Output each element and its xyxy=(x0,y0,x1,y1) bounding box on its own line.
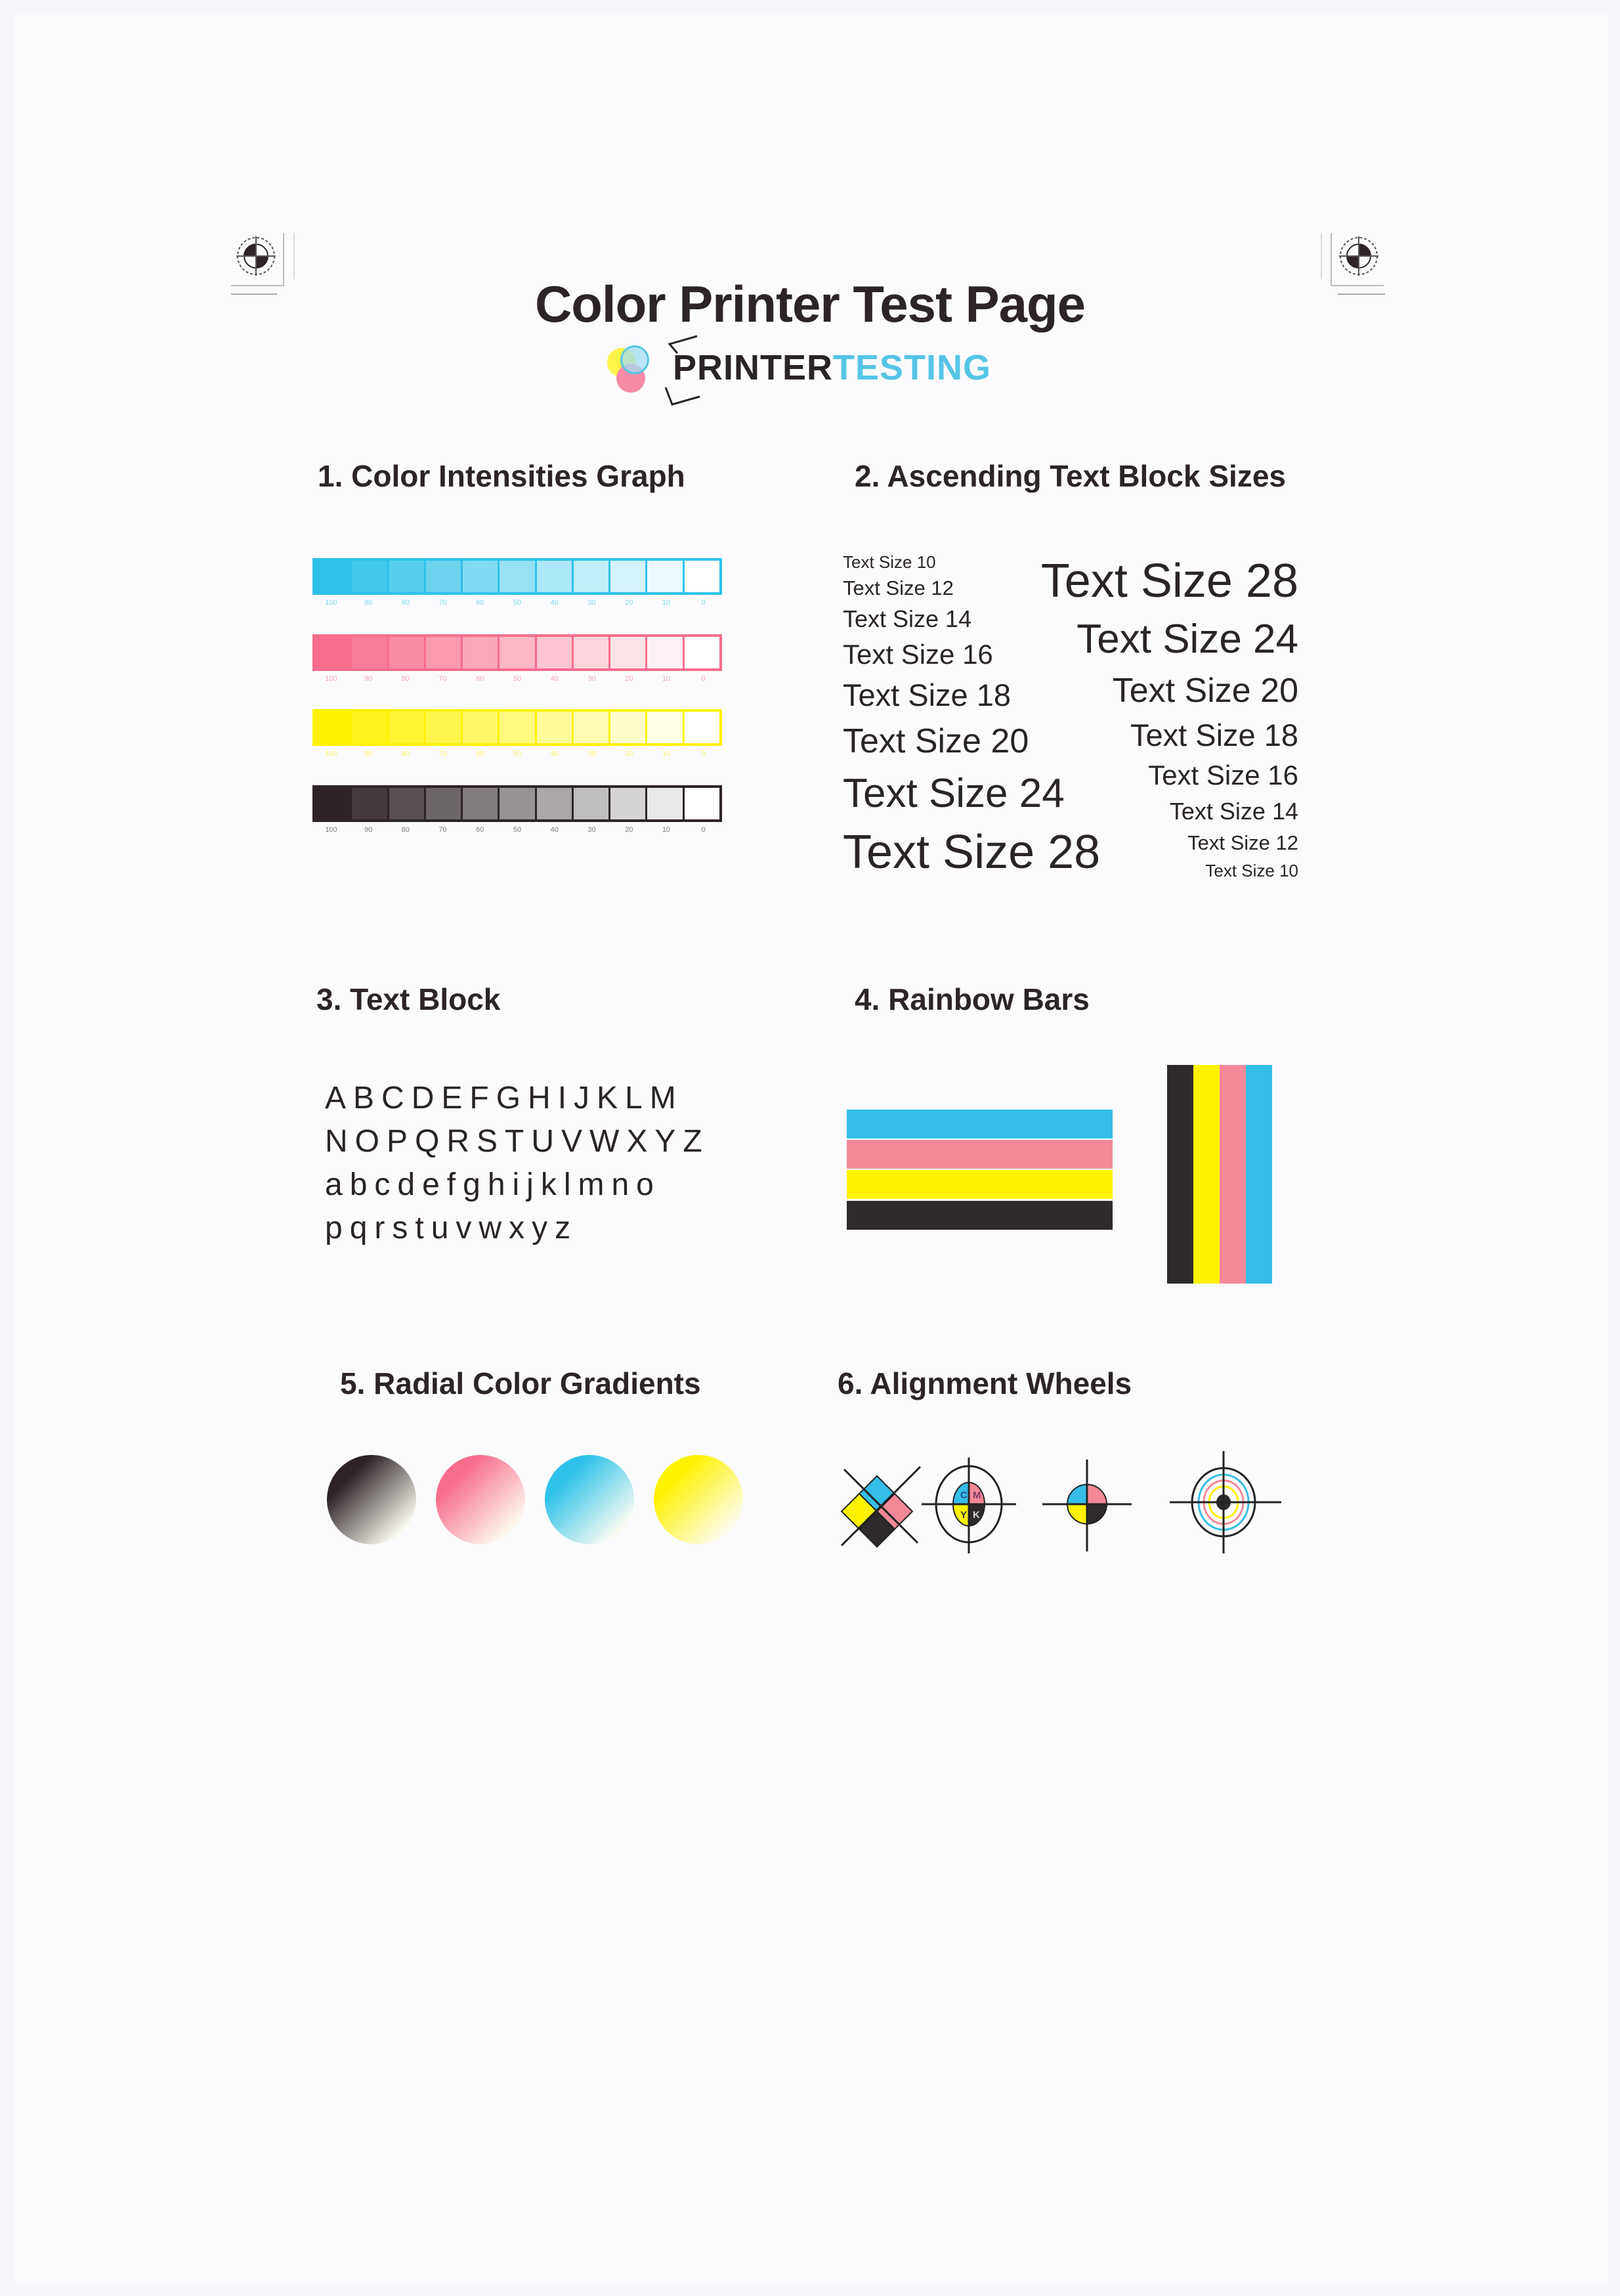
intensity-level-label: 10 xyxy=(662,675,671,683)
intensity-cell xyxy=(389,561,426,592)
horizontal-bar xyxy=(847,1140,1113,1169)
vertical-bar xyxy=(1193,1065,1220,1284)
intensity-cell xyxy=(647,561,684,592)
intensity-cell xyxy=(537,637,574,668)
intensity-level-label: 30 xyxy=(587,675,596,683)
intensity-level-label: 80 xyxy=(401,675,410,683)
intensity-level-label: 0 xyxy=(701,826,706,834)
vertical-bar xyxy=(1220,1065,1246,1284)
intensity-level-label: 100 xyxy=(325,675,337,683)
intensity-cell xyxy=(574,637,610,668)
intensity-level-label: 40 xyxy=(550,599,559,607)
intensity-level-label: 0 xyxy=(701,599,706,607)
intensity-level-label: 60 xyxy=(476,675,484,683)
intensity-level-label: 80 xyxy=(401,750,410,758)
intensity-level-label: 20 xyxy=(625,826,633,834)
intensity-row-cyan xyxy=(312,558,722,607)
svg-text:M: M xyxy=(973,1490,981,1501)
cmyk-target-wheel-icon xyxy=(916,1456,1021,1555)
intensity-cell xyxy=(352,788,389,819)
intensity-cell xyxy=(647,712,684,743)
intensity-cell xyxy=(315,712,352,743)
intensity-labels xyxy=(312,599,722,607)
intensity-level-label: 0 xyxy=(701,750,706,758)
intensity-cell xyxy=(685,788,719,819)
intensity-level-label: 90 xyxy=(364,826,373,834)
intensity-level-label: 90 xyxy=(364,675,373,683)
intensity-level-label: 80 xyxy=(401,826,410,834)
intensity-cell xyxy=(500,561,536,592)
section-title-intensities: 1. Color Intensities Graph xyxy=(318,459,685,493)
radial-gradient-circle xyxy=(436,1455,525,1544)
intensity-level-label: 90 xyxy=(364,599,373,607)
text-size-sample: Text Size 18 xyxy=(843,678,1012,712)
intensity-row-magenta xyxy=(312,634,722,683)
text-size-sample: Text Size 28 xyxy=(843,826,1101,878)
text-size-sample: Text Size 18 xyxy=(1130,718,1298,752)
intensity-level-label: 100 xyxy=(325,599,337,607)
svg-text:Y: Y xyxy=(960,1509,968,1521)
intensity-cell xyxy=(610,637,647,668)
intensity-cell xyxy=(647,788,684,819)
intensity-cell xyxy=(574,788,610,819)
logo-primary-text: PRINTER xyxy=(673,348,834,387)
intensity-level-label: 60 xyxy=(476,599,484,607)
text-size-sample: Text Size 20 xyxy=(843,722,1029,760)
intensity-cell xyxy=(315,561,352,592)
intensity-cell xyxy=(315,637,352,668)
intensity-level-label: 20 xyxy=(625,750,633,758)
horizontal-bar xyxy=(847,1110,1113,1138)
intensity-level-label: 60 xyxy=(476,826,484,834)
horizontal-bar xyxy=(847,1201,1113,1230)
intensity-cell xyxy=(426,788,463,819)
intensity-cell xyxy=(574,712,610,743)
intensity-level-label: 30 xyxy=(587,750,596,758)
intensity-bar xyxy=(312,634,722,671)
svg-text:C: C xyxy=(960,1490,968,1501)
text-line: ABCDEFGHIJKLM xyxy=(325,1081,683,1116)
vertical-bar xyxy=(1167,1065,1193,1284)
text-size-sample: Text Size 24 xyxy=(1076,617,1298,662)
text-line: abcdefghijklmno xyxy=(325,1167,661,1202)
vertical-bar xyxy=(1246,1065,1272,1284)
intensity-bar xyxy=(312,785,722,822)
intensity-level-label: 80 xyxy=(401,599,410,607)
intensity-level-label: 40 xyxy=(550,675,559,683)
horizontal-rainbow-bars xyxy=(847,1110,1113,1230)
intensity-cell xyxy=(500,712,536,743)
intensity-cell xyxy=(463,712,500,743)
quadrant-cross-wheel-icon xyxy=(1041,1456,1133,1555)
intensity-bar xyxy=(312,558,722,595)
intensity-level-label: 30 xyxy=(587,599,596,607)
intensity-cell xyxy=(389,637,426,668)
text-size-sample: Text Size 12 xyxy=(1187,831,1298,854)
intensity-cell xyxy=(685,637,719,668)
intensity-cell xyxy=(537,561,574,592)
intensity-level-label: 40 xyxy=(550,750,559,758)
concentric-rings-wheel-icon xyxy=(1166,1450,1284,1555)
section-title-rainbow: 4. Rainbow Bars xyxy=(855,982,1090,1016)
intensity-labels xyxy=(312,826,722,834)
intensity-level-label: 70 xyxy=(438,599,447,607)
horizontal-bar xyxy=(847,1170,1113,1199)
section-title-text-sizes: 2. Ascending Text Block Sizes xyxy=(855,459,1286,493)
intensity-labels xyxy=(312,750,722,758)
section-title-text-block: 3. Text Block xyxy=(316,982,501,1016)
alignment-wheels xyxy=(838,1450,1297,1555)
intensity-cell xyxy=(426,712,463,743)
page-title: Color Printer Test Page xyxy=(534,275,1086,333)
intensity-level-label: 0 xyxy=(701,675,706,683)
radial-gradients xyxy=(327,1455,743,1544)
text-size-sample: Text Size 12 xyxy=(843,576,954,599)
text-size-sample: Text Size 10 xyxy=(1205,861,1298,880)
diamond-cross-wheel-icon xyxy=(838,1463,923,1548)
intensity-level-label: 50 xyxy=(513,599,522,607)
intensity-cell xyxy=(610,712,647,743)
text-size-sample: Text Size 28 xyxy=(1040,555,1298,607)
text-size-sample: Text Size 24 xyxy=(843,771,1065,816)
intensity-cell xyxy=(537,788,574,819)
vertical-rainbow-bars xyxy=(1167,1065,1272,1284)
intensity-level-label: 90 xyxy=(364,750,373,758)
intensity-cell xyxy=(315,788,352,819)
intensity-level-label: 30 xyxy=(587,826,596,834)
intensity-cell xyxy=(352,637,389,668)
intensity-cell xyxy=(426,637,463,668)
text-size-sample: Text Size 14 xyxy=(843,605,972,632)
intensity-level-label: 10 xyxy=(662,750,671,758)
intensity-level-label: 100 xyxy=(325,826,337,834)
intensity-level-label: 10 xyxy=(662,826,671,834)
text-size-sample: Text Size 16 xyxy=(1148,760,1298,791)
intensity-cell xyxy=(389,712,426,743)
intensity-cell xyxy=(389,788,426,819)
intensity-cell xyxy=(537,712,574,743)
intensity-cell xyxy=(500,637,536,668)
section-title-radial: 5. Radial Color Gradients xyxy=(340,1366,701,1400)
intensity-cell xyxy=(685,712,719,743)
intensity-level-label: 100 xyxy=(325,750,337,758)
intensity-cell xyxy=(647,637,684,668)
intensity-cell xyxy=(463,637,500,668)
text-line: pqrstuvwxyz xyxy=(325,1211,578,1245)
intensity-row-yellow xyxy=(312,709,722,758)
descending-text-column xyxy=(1041,550,1298,884)
intensity-labels xyxy=(312,675,722,683)
radial-gradient-circle xyxy=(654,1455,743,1544)
intensity-level-label: 10 xyxy=(662,599,671,607)
intensity-level-label: 60 xyxy=(476,750,484,758)
text-size-sample: Text Size 14 xyxy=(1169,798,1298,825)
intensity-level-label: 70 xyxy=(438,826,447,834)
intensity-cell xyxy=(610,561,647,592)
printertesting-logo xyxy=(607,332,991,404)
intensity-cell xyxy=(463,561,500,592)
intensity-cell xyxy=(426,561,463,592)
intensity-cell xyxy=(352,561,389,592)
intensity-level-label: 20 xyxy=(625,675,633,683)
intensity-cell xyxy=(610,788,647,819)
text-size-sample: Text Size 16 xyxy=(843,639,993,670)
intensity-level-label: 40 xyxy=(550,826,559,834)
logo-accent-text: TESTING xyxy=(833,348,992,387)
intensity-level-label: 50 xyxy=(513,826,522,834)
logo-circles-icon xyxy=(607,335,673,401)
text-line: NOPQRSTUVWXYZ xyxy=(325,1124,710,1159)
intensity-level-label: 50 xyxy=(513,750,522,758)
text-size-sample: Text Size 20 xyxy=(1112,672,1298,710)
intensity-level-label: 20 xyxy=(625,599,633,607)
section-title-alignment: 6. Alignment Wheels xyxy=(838,1366,1132,1400)
intensity-level-label: 50 xyxy=(513,675,522,683)
intensity-cell xyxy=(352,712,389,743)
radial-gradient-circle xyxy=(327,1455,416,1544)
svg-text:K: K xyxy=(973,1509,980,1521)
intensity-level-label: 70 xyxy=(438,675,447,683)
intensity-cell xyxy=(685,561,719,592)
radial-gradient-circle xyxy=(545,1455,634,1544)
intensity-cell xyxy=(574,561,610,592)
alphabet-text-block xyxy=(325,1077,710,1250)
intensity-row-black xyxy=(312,785,722,834)
text-size-sample: Text Size 10 xyxy=(843,552,936,572)
intensity-cell xyxy=(463,788,500,819)
intensity-cell xyxy=(500,788,536,819)
intensity-level-label: 70 xyxy=(438,750,447,758)
intensity-bar xyxy=(312,709,722,746)
